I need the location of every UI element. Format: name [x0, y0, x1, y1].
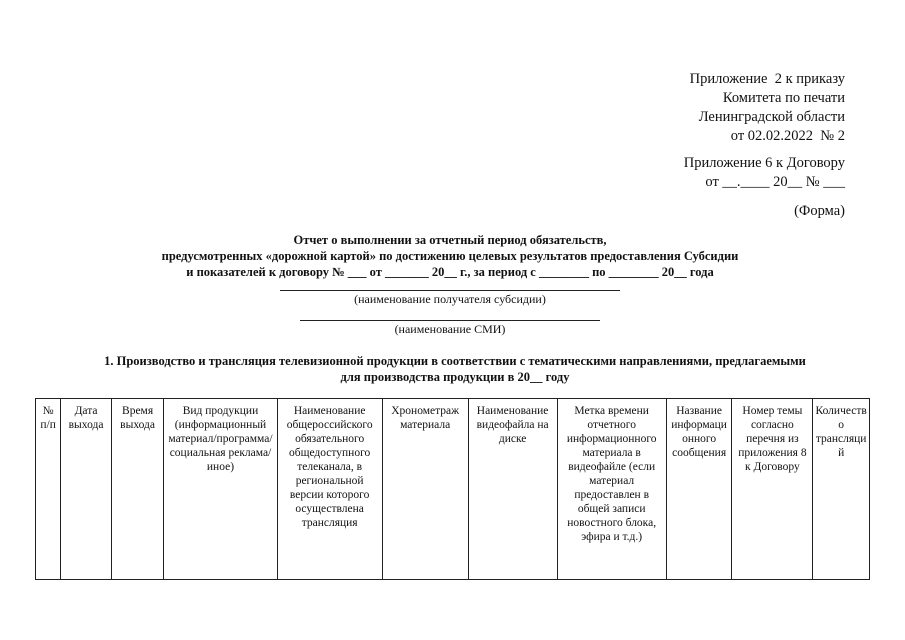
column-header: Хронометраж материала — [382, 399, 468, 580]
column-header: № п/п — [36, 399, 61, 580]
recipient-caption: (наименование получателя субсидии) — [354, 292, 546, 306]
column-header: Номер темы согласно перечня из приложения 8 к Договору — [732, 399, 813, 580]
report-title — [100, 232, 800, 280]
column-header: Метка времени отчетного информационного материала в видеофайле (если материал предоставлен в общей записи новостного блока, эфира и т.д.) — [557, 399, 666, 580]
order-annex-line: Ленинградской области — [698, 109, 845, 125]
contract-annex-line: Приложение 6 к Договору — [683, 155, 845, 171]
section-title-line: 1. Производство и трансляция телевизионной продукции в соответствии с тематическими направлениями, предлагаемыми — [104, 354, 806, 368]
column-header: Наименование общероссийского обязательного общедоступного телеканала, в региональной версии которого осуществлена трансляция — [277, 399, 382, 580]
report-title-line: предусмотренных «дорожной картой» по достижению целевых результатов предоставления Субсидии — [161, 249, 739, 263]
contract-annex-line: от __.____ 20__ № ___ — [705, 174, 845, 190]
contract-annex-note — [684, 154, 845, 192]
form-label: (Форма) — [794, 203, 845, 219]
order-annex-note — [690, 70, 845, 146]
column-header: Дата выхода — [61, 399, 112, 580]
media-blank-line — [300, 320, 600, 321]
report-title-line: Отчет о выполнении за отчетный период обязательств, — [293, 233, 607, 247]
column-header: Вид продукции (информационный материал/программа/социальная реклама/иное) — [164, 399, 277, 580]
column-header: Количество трансляций — [813, 399, 870, 580]
section-title-line: для производства продукции в 20__ году — [340, 370, 570, 384]
order-annex-line: Комитета по печати — [722, 90, 845, 106]
media-caption: (наименование СМИ) — [394, 322, 506, 336]
table-header-row — [36, 399, 870, 580]
column-header: Название информационного сообщения — [666, 399, 732, 580]
report-table — [35, 398, 870, 580]
order-annex-line: от 02.02.2022 № 2 — [730, 128, 845, 144]
recipient-blank-line — [280, 290, 620, 291]
column-header: Время выхода — [111, 399, 164, 580]
order-annex-line: Приложение 2 к приказу — [689, 71, 845, 87]
column-header: Наименование видеофайла на диске — [468, 399, 557, 580]
report-title-line: и показателей к договору № ___ от _______ 20__ г., за период с ________ по ________ 20__ года — [186, 265, 714, 279]
section-title — [60, 353, 850, 385]
